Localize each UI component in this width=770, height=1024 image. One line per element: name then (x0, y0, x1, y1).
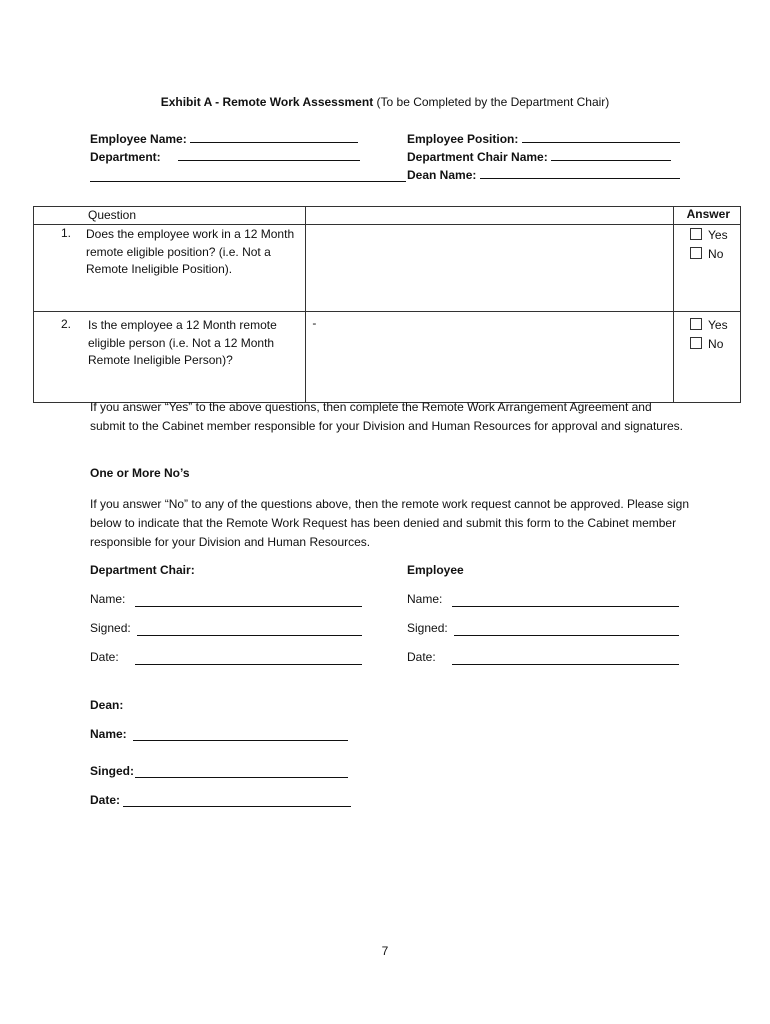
blank-underline (90, 181, 406, 182)
answer-yes-label: Yes (708, 228, 728, 242)
answer-cell (674, 225, 741, 312)
middle-cell[interactable] (306, 312, 674, 403)
chair-signed-line[interactable] (137, 635, 362, 636)
chair-signed-label: Signed: (90, 621, 131, 635)
no-instructions: If you answer “No” to any of the questions above, then the remote work request cannot be approved. Please sign below to indicate that the Remote Work Request has been denied and submit this form to the Cabinet member responsible for your Division and Human Resources. (90, 497, 690, 549)
dean-name-label: Dean Name: (407, 168, 477, 182)
employee-name-line[interactable] (190, 141, 358, 143)
dean-name-line[interactable] (480, 177, 680, 179)
department-label: Department: (90, 150, 161, 164)
question-cell (34, 312, 306, 403)
employee-name-sign-label: Name: (407, 592, 443, 606)
table-row (34, 312, 741, 403)
employee-signed-label: Signed: (407, 621, 448, 635)
department-line[interactable] (178, 159, 360, 161)
question-text: Is the employee a 12 Month remote eligible person (i.e. Not a 12 Month Remote Ineligible Person)? (88, 318, 277, 367)
chair-name-line[interactable] (135, 606, 362, 607)
employee-position-label: Employee Position: (407, 132, 519, 146)
answer-no-label: No (708, 246, 724, 261)
dean-signed-field[interactable] (90, 764, 134, 778)
chair-date-label: Date: (90, 650, 119, 664)
answer-option-no[interactable] (690, 335, 740, 354)
department-chair-name-field[interactable] (407, 150, 671, 164)
dean-signed-label: Singed: (90, 764, 134, 778)
chair-date-line[interactable] (135, 664, 362, 665)
form-title-bold: Exhibit A - Remote Work Assessment (160, 95, 374, 109)
employee-name-label: Employee Name: (90, 132, 187, 146)
employee-heading: Employee (407, 563, 464, 577)
answer-option-yes[interactable] (690, 316, 740, 335)
middle-header-cell (306, 207, 674, 225)
dean-heading: Dean: (90, 698, 124, 712)
chair-name-field[interactable] (90, 592, 125, 606)
middle-cell-text (306, 225, 673, 229)
department-chair-name-line[interactable] (551, 159, 671, 161)
employee-signed-line[interactable] (454, 635, 679, 636)
employee-signed-field[interactable] (407, 621, 448, 635)
checkbox-icon[interactable] (690, 228, 702, 240)
dean-name-sign-label: Name: (90, 727, 127, 741)
question-number: 2. (61, 317, 72, 331)
answer-yes-label: Yes (708, 318, 728, 332)
answer-header: Answer (686, 207, 730, 221)
department-chair-name-label: Department Chair Name: (407, 150, 548, 164)
checkbox-icon[interactable] (690, 247, 702, 259)
page-number: 7 (381, 944, 389, 958)
answer-option-yes[interactable] (690, 226, 740, 245)
dean-signed-line[interactable] (135, 777, 348, 778)
employee-name-sign-field[interactable] (407, 592, 442, 606)
assessment-table (33, 206, 741, 403)
dean-name-sign-field[interactable] (90, 727, 127, 741)
dean-name-field[interactable] (407, 168, 680, 182)
department-field[interactable] (90, 150, 360, 164)
answer-no-label: No (708, 336, 724, 351)
checkbox-icon[interactable] (690, 337, 702, 349)
employee-date-label: Date: (407, 650, 436, 664)
question-header-cell (34, 207, 306, 225)
question-number: 1. (61, 226, 72, 240)
employee-name-sign-line[interactable] (452, 606, 679, 607)
answer-cell (674, 312, 741, 403)
question-header: Question (88, 208, 137, 222)
employee-date-field[interactable] (407, 650, 436, 664)
department-chair-heading: Department Chair: (90, 563, 195, 577)
form-title (0, 95, 770, 109)
table-row (34, 225, 741, 312)
chair-date-field[interactable] (90, 650, 119, 664)
yes-instructions: If you answer “Yes” to the above questions, then complete the Remote Work Arrangement Agreement and submit to the Cabinet member responsible for your Division and Human Resources for approval and signatures. (90, 400, 683, 433)
employee-name-field[interactable] (90, 132, 358, 146)
dean-name-sign-line[interactable] (133, 740, 348, 741)
table-header-row (34, 207, 741, 225)
dean-date-field[interactable] (90, 793, 120, 807)
chair-name-label: Name: (90, 592, 126, 606)
middle-cell[interactable] (306, 225, 674, 312)
answer-header-cell (674, 207, 741, 225)
employee-date-line[interactable] (452, 664, 679, 665)
checkbox-icon[interactable] (690, 318, 702, 330)
no-heading: One or More No’s (90, 466, 190, 480)
employee-position-line[interactable] (522, 141, 680, 143)
middle-cell-text: - (312, 316, 317, 330)
question-cell (34, 225, 306, 312)
answer-option-no[interactable] (690, 245, 740, 264)
chair-signed-field[interactable] (90, 621, 131, 635)
question-text: Does the employee work in a 12 Month remote eligible position? (i.e. Not a Remote Ineligible Position). (86, 227, 295, 276)
dean-date-line[interactable] (123, 806, 351, 807)
employee-position-field[interactable] (407, 132, 680, 146)
dean-date-label: Date: (90, 793, 121, 807)
form-title-subtitle: (To be Completed by the Department Chair) (373, 95, 610, 109)
